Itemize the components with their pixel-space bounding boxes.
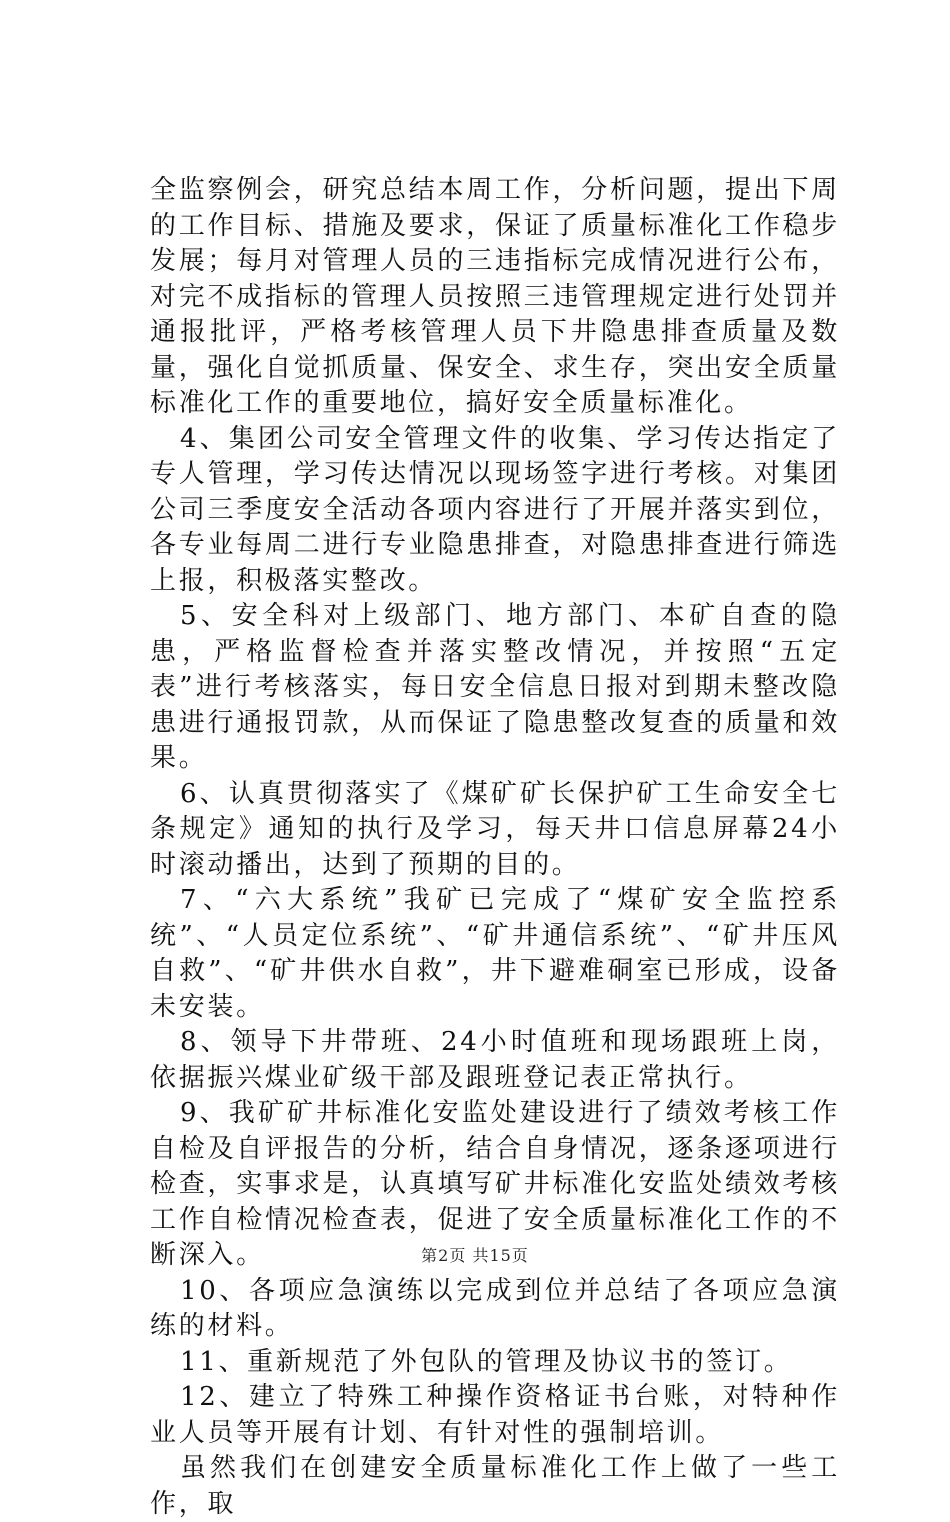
paragraph-continuation: 全监察例会，研究总结本周工作，分析问题，提出下周的工作目标、措施及要求，保证了质量标准化工作稳步发展；每月对管理人员的三违指标完成情况进行公布，对完不成指标的管理人员按照三违管理规定进行处罚并通报批评，严格考核管理人员下井隐患排查质量及数量，强化自觉抓质量、保安全、求生存，突出安全质量标准化工作的重要地位，搞好安全质量标准化。: [150, 175, 840, 418]
paragraph-summary: 虽然我们在创建安全质量标准化工作上做了一些工作，取: [150, 1453, 840, 1519]
paragraph-item-10: 10、各项应急演练以完成到位并总结了各项应急演练的材料。: [150, 1275, 840, 1341]
paragraph-item-7: 7、“六大系统”我矿已完成了“煤矿安全监控系统”、“人员定位系统”、“矿井通信系统”、“矿井压风自救”、“矿井供水自救”，井下避难硐室已形成，设备未安装。: [150, 885, 840, 1022]
paragraph-item-9: 9、我矿矿井标准化安监处建设进行了绩效考核工作自检及自评报告的分析，结合自身情况，逐条逐项进行检查，实事求是，认真填写矿井标准化安监处绩效考核工作自检情况检查表，促进了安全质量标准化工作的不断深入。: [150, 1098, 840, 1270]
page-number-footer: 第2页 共15页: [421, 1246, 529, 1265]
paragraph-item-4: 4、集团公司安全管理文件的收集、学习传达指定了专人管理，学习传达情况以现场签字进行考核。对集团公司三季度安全活动各项内容进行了开展并落实到位，各专业每周二进行专业隐患排查，对隐患排查进行筛选上报，积极落实整改。: [150, 423, 840, 596]
paragraph-item-6: 6、认真贯彻落实了《煤矿矿长保护矿工生命安全七条规定》通知的执行及学习，每天井口信息屏幕24小时滚动播出，达到了预期的目的。: [150, 778, 840, 880]
paragraph-item-11: 11、重新规范了外包队的管理及协议书的签订。: [180, 1346, 793, 1377]
paragraph-item-8: 8、领导下井带班、24小时值班和现场跟班上岗，依据振兴煤业矿级干部及跟班登记表正常执行。: [150, 1027, 840, 1093]
paragraph-item-5: 5、安全科对上级部门、地方部门、本矿自查的隐患，严格监督检查并落实整改情况，并按照“五定表”进行考核落实，每日安全信息日报对到期未整改隐患进行通报罚款，从而保证了隐患整改复查的质量和效果。: [150, 601, 840, 773]
document-body: [150, 173, 840, 1522]
paragraph-item-12: 12、建立了特殊工种操作资格证书台账，对特种作业人员等开展有计划、有针对性的强制培训。: [150, 1382, 840, 1448]
